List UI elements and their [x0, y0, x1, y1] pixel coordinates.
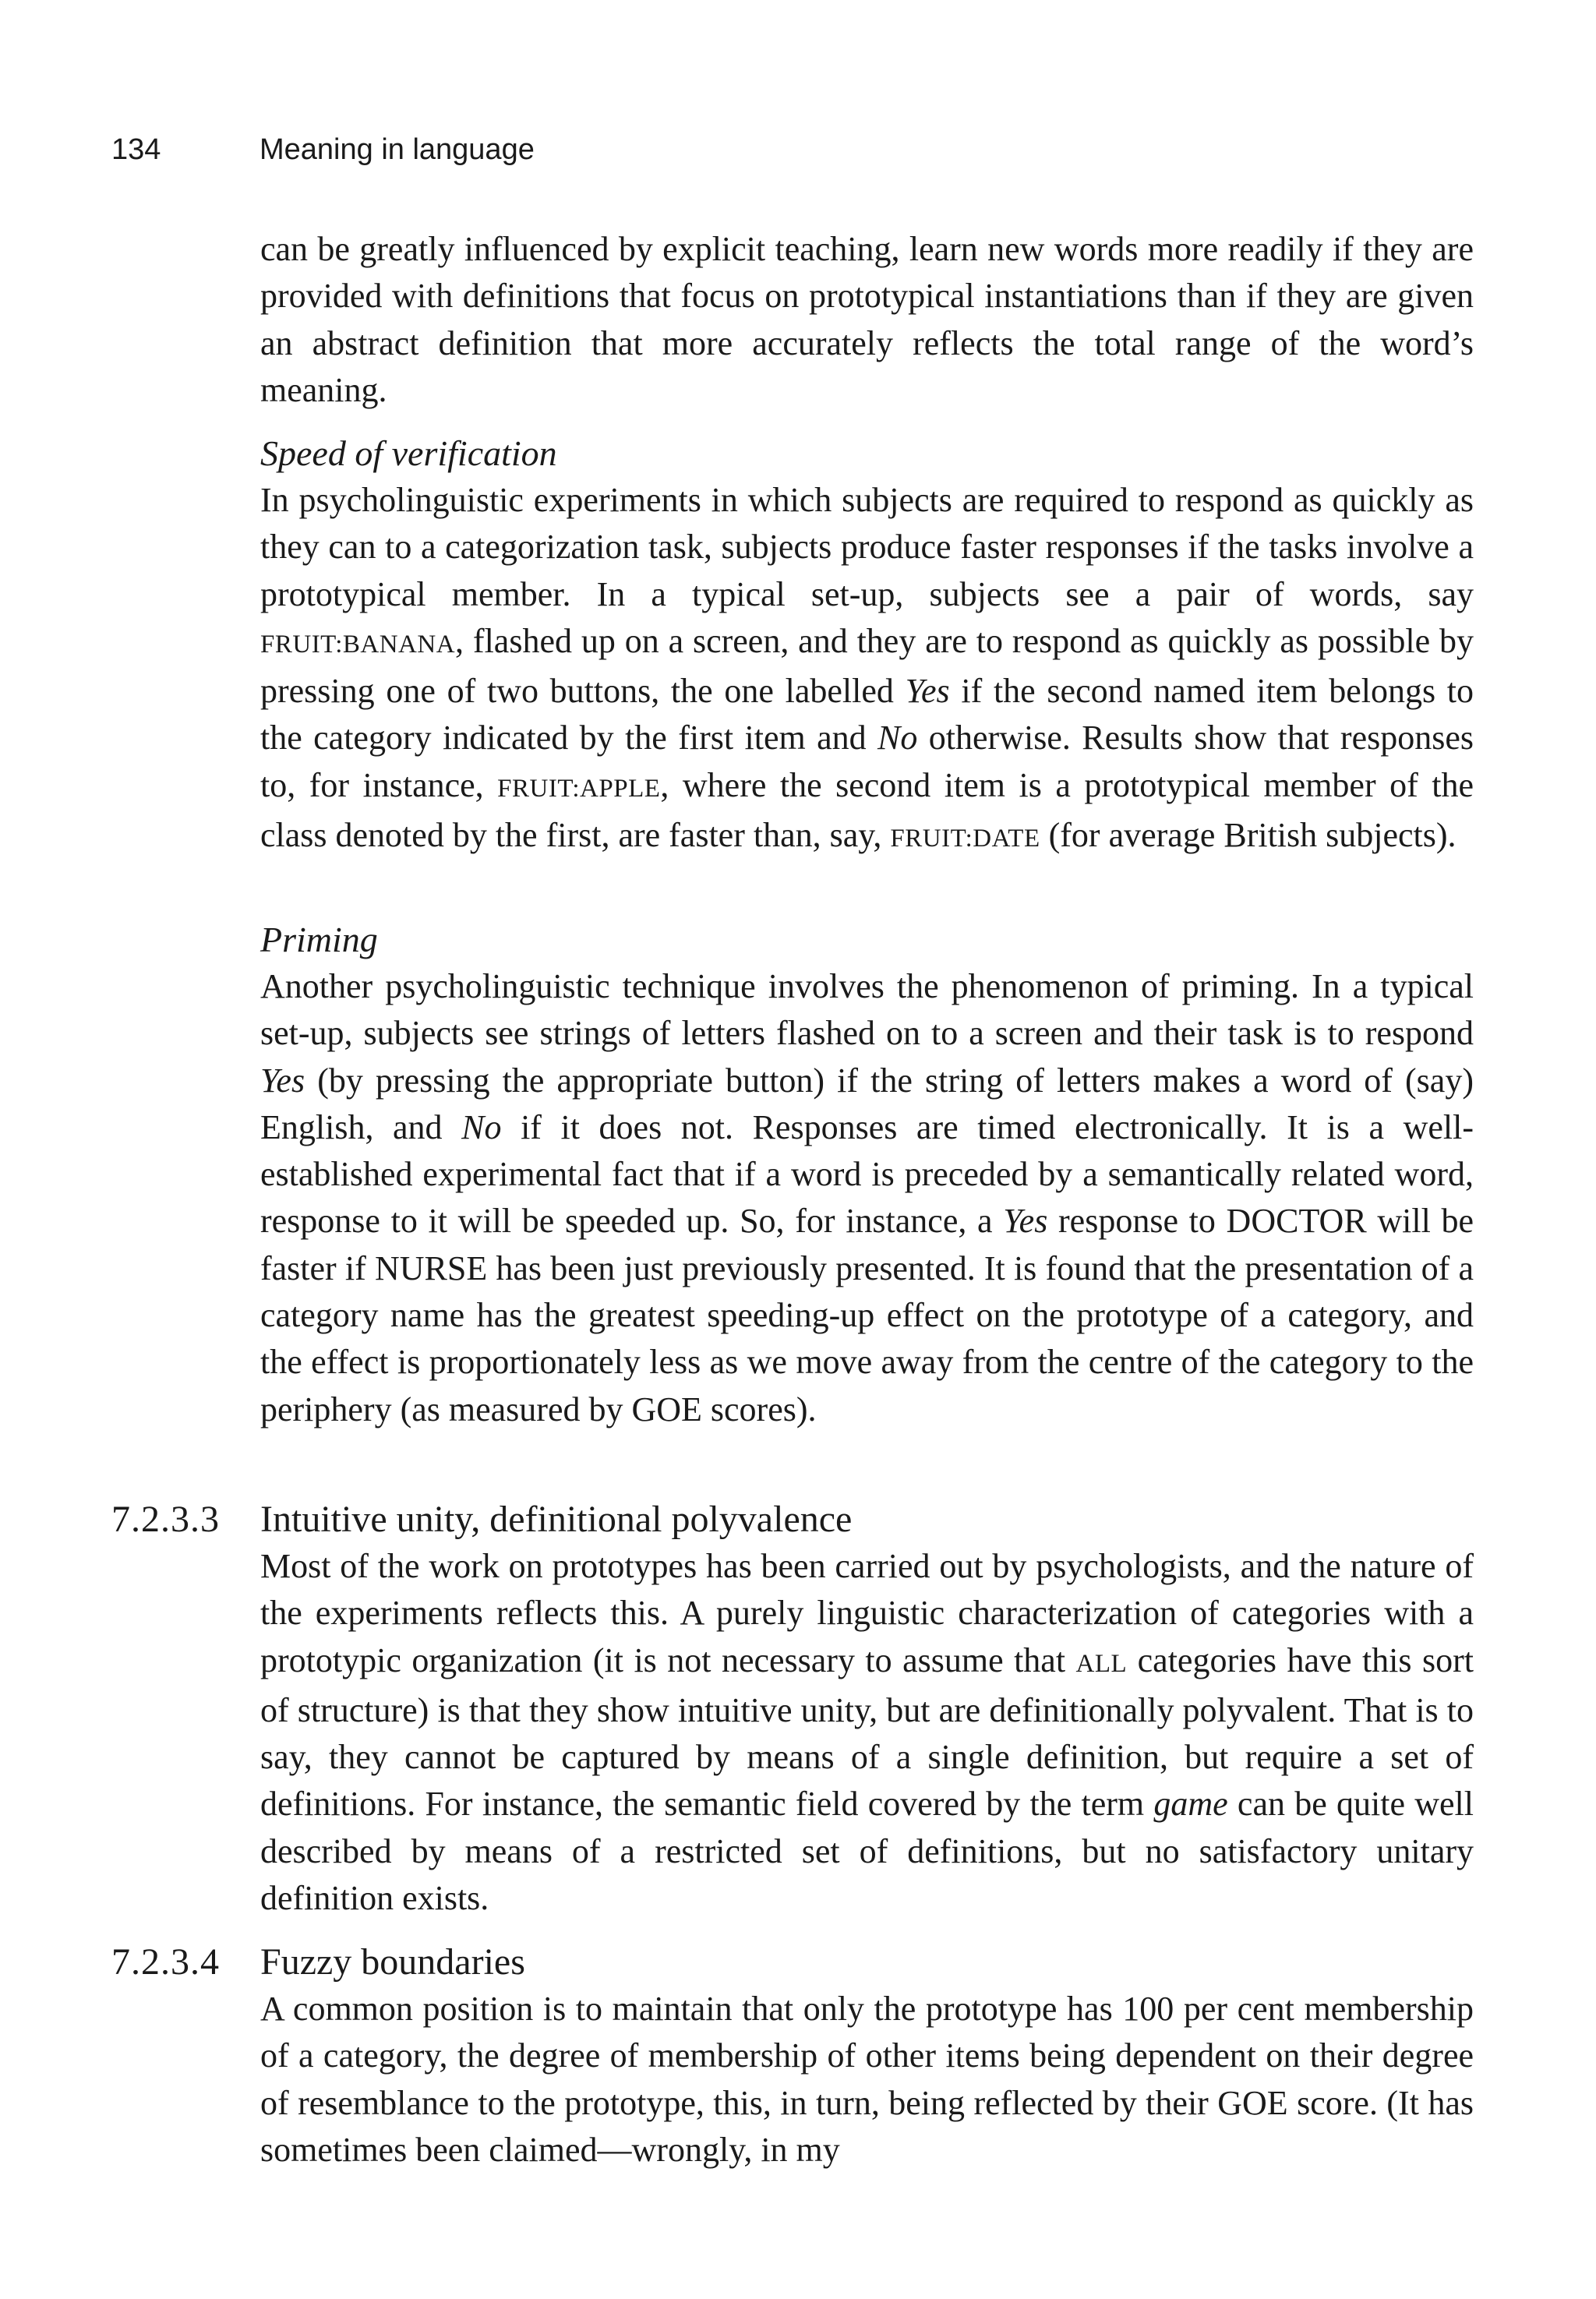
section-heading-7-2-3-4: [111, 1939, 525, 1986]
speed-of-verification-paragraph: In psycholinguistic experiments in which subjects are required to respond as quickly as they can to a categorization task, subjects produce faster responses if the tasks involve a prototypical member. In a typical set-up, subjects see a pair of words, say FRUIT:BANANA, flashed up on a screen, and they are to respond as quickly as possible by pressing one of two buttons, the one labelled Yes if the second named item belongs to the category indicated by the first item and No otherwise. Results show that responses to, for instance, FRUIT:APPLE, where the second item is a prototypical member of the class denoted by the first, are faster than, say, FRUIT:DATE (for average British subjects).: [260, 481, 1474, 855]
running-head-title: Meaning in language: [260, 133, 535, 166]
speed-of-verification-block: [260, 430, 1474, 862]
section-7-2-3-3-paragraph: Most of the work on prototypes has been carried out by psychologists, and the nature of the experiments reflects this. A purely linguistic characterization of categories with a prototypic organization (it is not necessary to assume that ALL categories have this sort of structure) is that they show intuitive unity, but are definitionally polyvalent. That is to say, they cannot be captured by means of a single definition, but require a set of definitions. For instance, the semantic field covered by the term game can be quite well described by means of a restricted set of definitions, but no satisfactory unitary definition exists.: [260, 1547, 1474, 1918]
section-number: 7.2.3.3: [111, 1499, 220, 1540]
speed-of-verification-heading: Speed of verification: [260, 433, 557, 473]
running-head: [111, 131, 535, 168]
section-7-2-3-4-paragraph: A common position is to maintain that only the prototype has 100 per cent membership of a category, the degree of membership of other items being dependent on their degree of resemblance to the prototype, this, in turn, being reflected by their GOE score. (It has sometimes been claimed—wrongly, in my: [260, 1990, 1474, 2169]
section-7-2-3-3-block: [260, 1543, 1474, 1922]
section-title: Fuzzy boundaries: [260, 1941, 525, 1983]
priming-paragraph: Another psycholinguistic technique involves the phenomenon of priming. In a typical set-up, subjects see strings of letters flashed on to a screen and their task is to respond Yes (by pressing the appropriate button) if the string of letters makes a word of (say) English, and No if it does not. Responses are timed electronically. It is a well-established experimental fact that if a word is preceded by a semantically related word, response to it will be speeded up. So, for instance, a Yes response to DOCTOR will be faster if NURSE has been just previously presented. It is found that the presentation of a category name has the greatest speeding-up effect on the prototype of a category, and the effect is proportionately less as we move away from the centre of the category to the periphery (as measured by GOE scores).: [260, 967, 1474, 1428]
priming-block: [260, 916, 1474, 1433]
priming-heading: Priming: [260, 920, 378, 959]
section-heading-7-2-3-3: [111, 1496, 852, 1543]
page-number: 134: [111, 133, 161, 166]
section-number: 7.2.3.4: [111, 1941, 220, 1983]
section-7-2-3-4-block: [260, 1986, 1474, 2174]
section-title: Intuitive unity, definitional polyvalence: [260, 1499, 853, 1540]
intro-paragraph-block: [260, 226, 1474, 414]
intro-paragraph: can be greatly influenced by explicit teaching, learn new words more readily if they are provided with definitions that focus on prototypical instantiations than if they are given an abstract definition that more accurately reflects the total range of the word’s meaning.: [260, 230, 1474, 409]
